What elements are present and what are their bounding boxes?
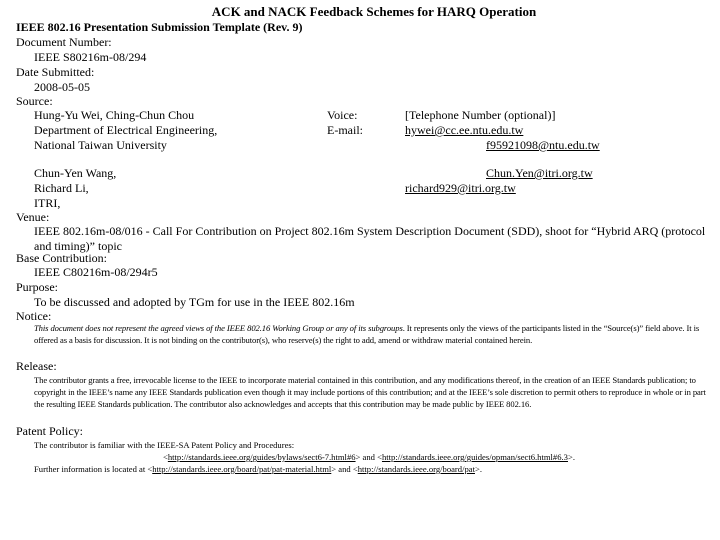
notice-italic-text: This document does not represent the agreed views of the IEEE 802.16 Working Group or any of its subgroups [34,323,403,333]
patent-further-info: Further information is located at [34,464,146,474]
patent-line2: <http://standards.ieee.org/guides/bylaws/sect6-7.html#6> and <http://standards.ieee.org/guides/opman/sect6.html#6.3>. [163,452,575,462]
notice-text [34,322,710,346]
patent-line1: The contributor is familiar with the IEEE-SA Patent Policy and Procedures: [34,440,295,450]
author-names: Hung-Yu Wei, Ching-Chun Chou [34,108,195,122]
date-value: 2008-05-05 [34,80,90,94]
patent-and-1: and [362,452,375,462]
patent-link-board-pat[interactable]: http://standards.ieee.org/board/pat [357,464,475,474]
patent-link-bylaws[interactable]: http://standards.ieee.org/guides/bylaws/sect6-7.html#6 [167,452,356,462]
doc-number: IEEE S80216m-08/294 [34,50,147,64]
source-label: Source: [16,94,53,108]
purpose-text: To be discussed and adopted by TGm for use in the IEEE 802.16m [34,295,355,309]
notice-label: Notice: [16,309,52,323]
patent-link-opman[interactable]: http://standards.ieee.org/guides/opman/sect6.html#6.3 [381,452,568,462]
date-label: Date Submitted: [16,65,95,79]
email-link-f95921098[interactable]: f95921098@ntu.edu.tw [486,138,600,152]
email-label: E-mail: [327,123,363,137]
patent-policy-label: Patent Policy: [16,424,83,438]
template-name: IEEE 802.16 Presentation Submission Template (Rev. 9) [16,20,303,34]
author3-name: Richard Li, [34,181,89,195]
email-link-chunyen[interactable]: Chun.Yen@itri.org.tw [486,166,593,180]
document-title: ACK and NACK Feedback Schemes for HARQ Operation [211,4,537,19]
patent-and-2: and [338,464,351,474]
author2-name: Chun-Yen Wang, [34,166,117,180]
email-link-richard[interactable]: richard929@itri.org.tw [405,181,516,195]
venue-label: Venue: [16,210,50,224]
venue-text: IEEE 802.16m-08/016 - Call For Contribution on Project 802.16m System Description Document (SDD), shoot for “Hybrid ARQ (protocol and timing)” topic [34,224,706,253]
author-university: National Taiwan University [34,138,167,152]
doc-number-label: Document Number: [16,35,112,49]
purpose-label: Purpose: [16,280,58,294]
notice-rest-text: . It represents only the views of the participants listed in the “Source(s)” field above. It is offered as a basis for discussion. It is not binding on the contributor(s), who reserve(s) the right to add, amend or withdraw material contained herein. [34,323,700,345]
author-dept: Department of Electrical Engineering, [34,123,218,137]
patent-line3: Further information is located at <http://standards.ieee.org/board/pat/pat-material.html> and <http://standards.ieee.org/board/pat>. [34,464,482,474]
author-org: ITRI, [34,196,61,210]
email-link-hywei[interactable]: hywei@cc.ee.ntu.edu.tw [405,123,524,137]
patent-link-pat-material[interactable]: http://standards.ieee.org/board/pat/pat-material.html [152,464,332,474]
release-text: The contributor grants a free, irrevocable license to the IEEE to incorporate material contained in this contribution, and any modifications thereof, in the creation of an IEEE Standards publication; to copyright in the IEEE’s name any IEEE Standards publication even though it may include portions of this contribution; and at the IEEE’s sole discretion to permit others to reproduce in whole or in part the resulting IEEE Standards publication. The contributor also acknowledges and accepts that this contribution may be made public by IEEE 802.16. [34,375,706,409]
voice-label: Voice: [327,108,358,122]
release-label: Release: [16,359,57,373]
base-contribution-value: IEEE C80216m-08/294r5 [34,265,158,279]
base-contribution-label: Base Contribution: [16,251,107,265]
voice-value: [Telephone Number (optional)] [405,108,556,122]
